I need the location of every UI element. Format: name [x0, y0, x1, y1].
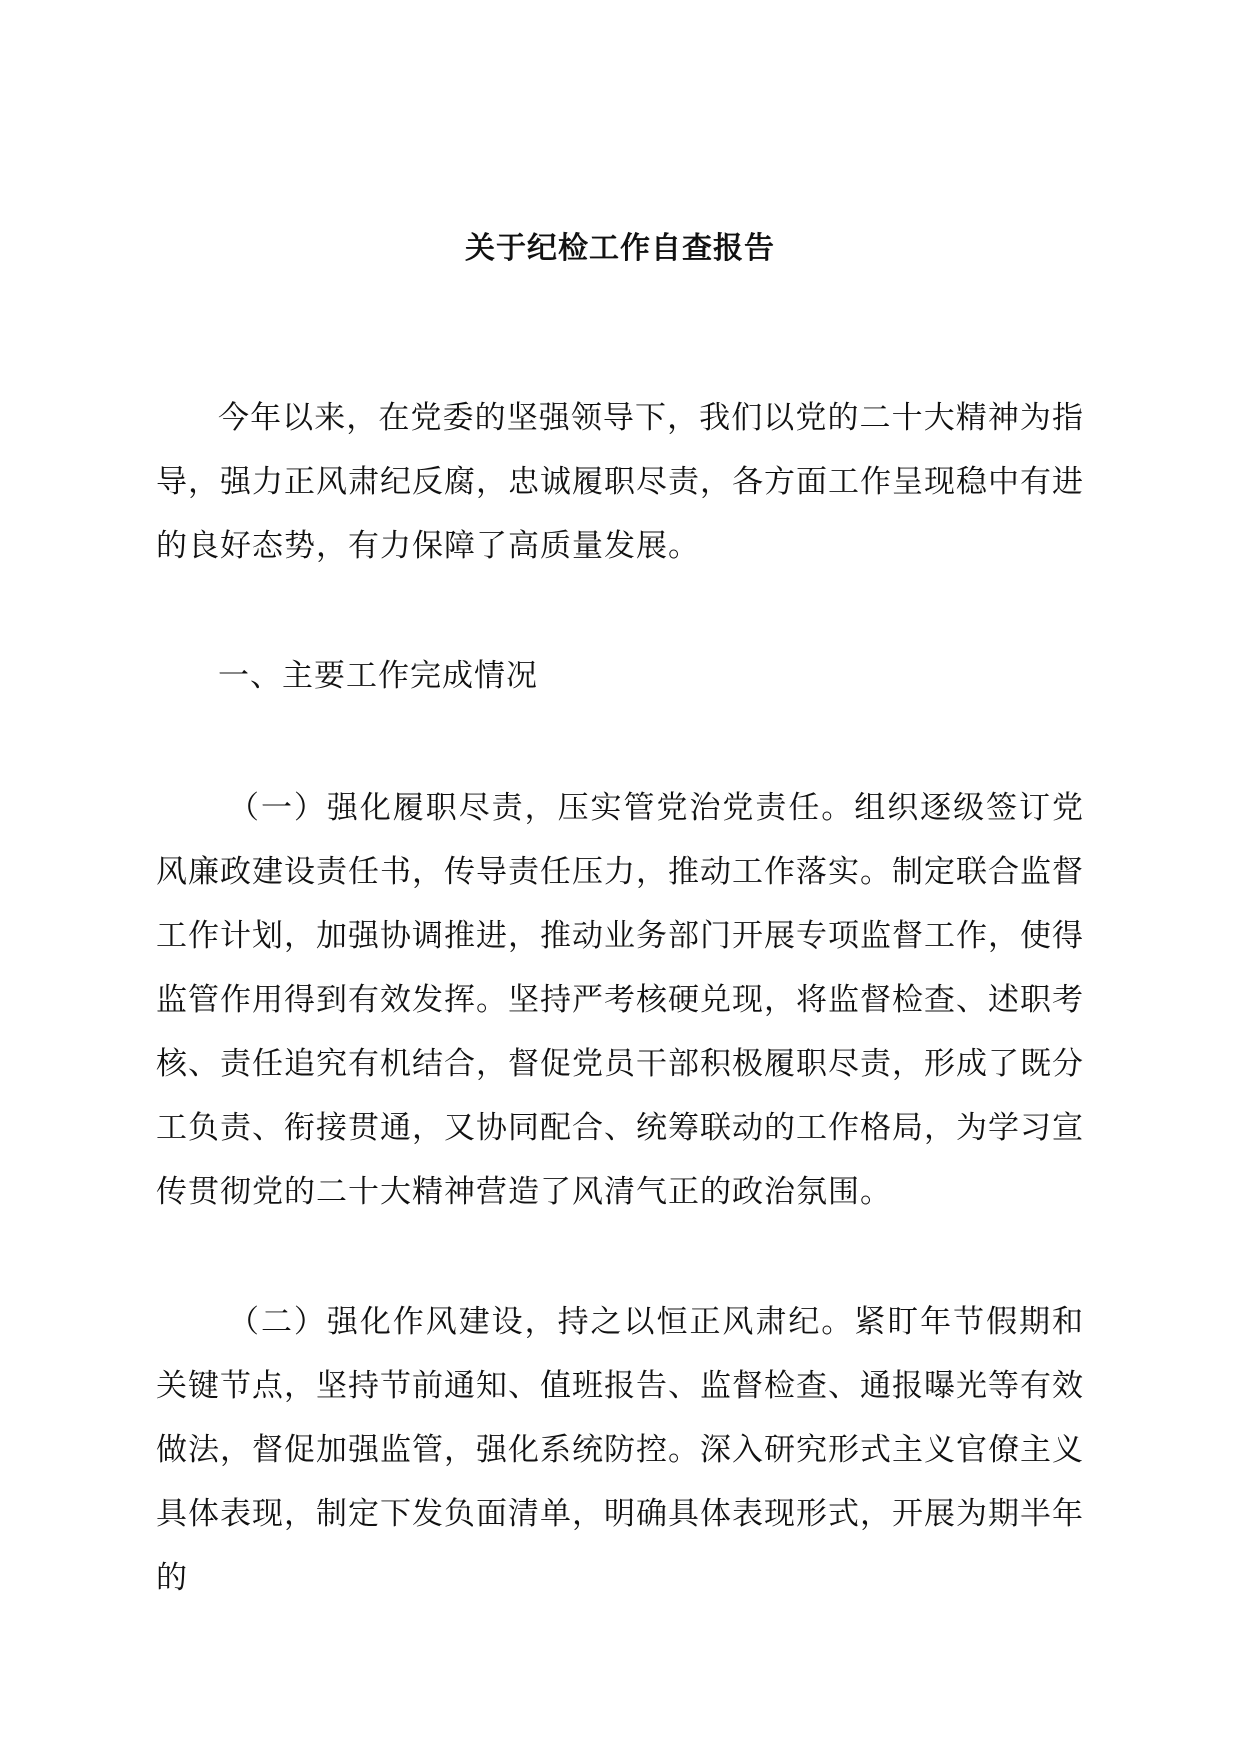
document-title: 关于纪检工作自查报告: [465, 231, 775, 266]
paragraph-item-1: （一）强化履职尽责，压实管党治党责任。组织逐级签订党风廉政建设责任书，传导责任压力，推动工作落实。制定联合监督工作计划，加强协调推进，推动业务部门开展专项监督工作，使得监管作用得到有效发挥。坚持严考核硬兑现，将监督检查、述职考核、责任追究有机结合，督促党员干部积极履职尽责，形成了既分工负责、衔接贯通，又协同配合、统筹联动的工作格局，为学习宣传贯彻党的二十大精神营造了风清气正的政治氛围。: [156, 790, 1084, 1210]
paragraph-item-2: （二）强化作风建设，持之以恒正风肃纪。紧盯年节假期和关键节点，坚持节前通知、值班报告、监督检查、通报曝光等有效做法，督促加强监管，强化系统防控。深入研究形式主义官僚主义具体表现，制定下发负面清单，明确具体表现形式，开展为期半年的: [156, 1304, 1084, 1596]
section-heading-main-work: 一、主要工作完成情况: [218, 658, 538, 694]
intro-paragraph: 今年以来，在党委的坚强领导下，我们以党的二十大精神为指导，强力正风肃纪反腐，忠诚履职尽责，各方面工作呈现稳中有进的良好态势，有力保障了高质量发展。: [156, 400, 1084, 564]
